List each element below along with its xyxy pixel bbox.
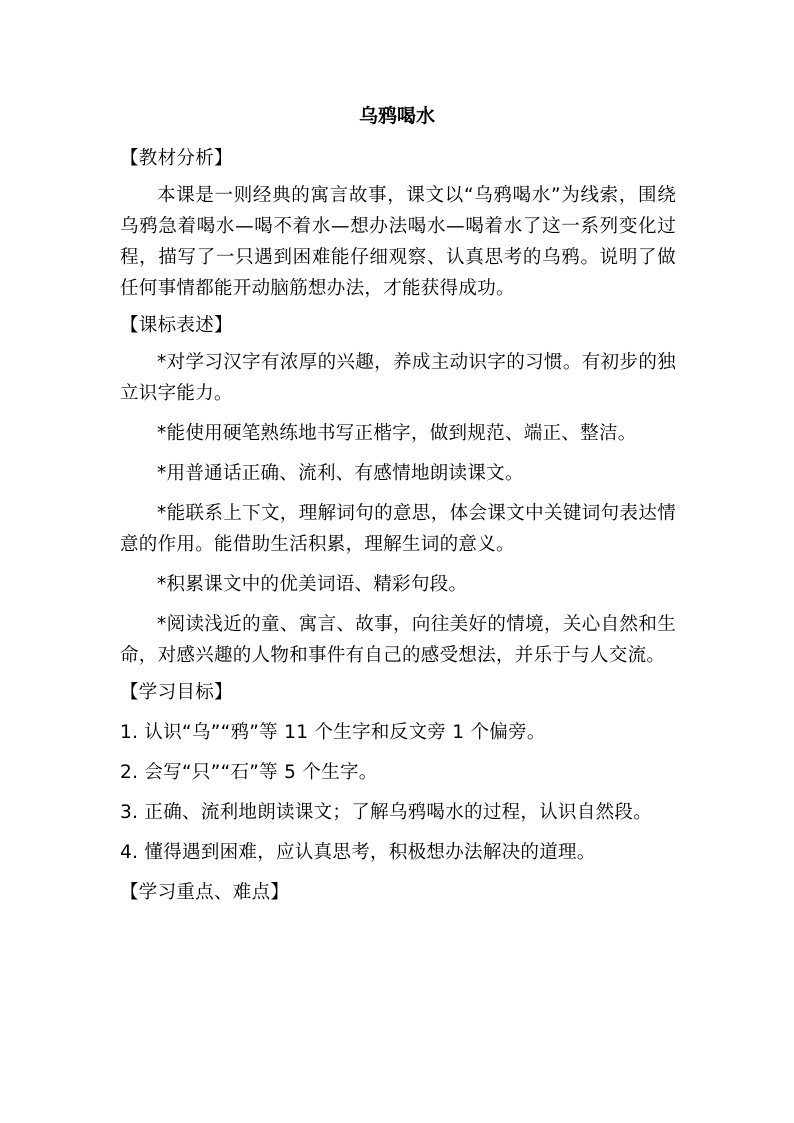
goal-item: 4. 懂得遇到困难，应认真思考，积极想办法解决的道理。 bbox=[120, 842, 596, 863]
standards-item: *用普通话正确、流利、有感情地朗读课文。 bbox=[157, 463, 524, 484]
standards-item: *积累课文中的优美词语、精彩句段。 bbox=[157, 574, 468, 595]
goal-item: 3. 正确、流利地朗读课文；了解乌鸦喝水的过程，认识自然段。 bbox=[120, 802, 653, 823]
document-title: 乌鸦喝水 bbox=[358, 105, 435, 127]
section-heading-goals: 【学习目标】 bbox=[120, 682, 233, 703]
standards-item: *能联系上下文，理解词句的意思，体会课文中关键词句表达情意的作用。能借助生活积累，理解生词的意义。 bbox=[120, 503, 676, 555]
section-heading-keypoints: 【学习重点、难点】 bbox=[120, 882, 290, 903]
document-body bbox=[120, 143, 676, 908]
analysis-paragraph: 本课是一则经典的寓言故事，课文以“乌鸦喝水”为线索，围绕乌鸦急着喝水—喝不着水—想办法喝水—喝着水了这一系列变化过程，描写了一只遇到困难能仔细观察、认真思考的乌鸦。说明了做任何事情都能开动脑筋想办法，才能获得成功。 bbox=[120, 185, 676, 299]
goal-item: 1. 认识“乌”“鸦”等 11 个生字和反文旁 1 个偏旁。 bbox=[120, 722, 546, 743]
standards-item: *能使用硬笔熟练地书写正楷字，做到规范、端正、整洁。 bbox=[157, 423, 637, 444]
goal-item: 2. 会写“只”“石”等 5 个生字。 bbox=[120, 762, 378, 783]
section-heading-standards: 【课标表述】 bbox=[120, 315, 233, 336]
standards-item: *阅读浅近的童、寓言、故事，向往美好的情境，关心自然和生命，对感兴趣的人物和事件有自己的感受想法，并乐于与人交流。 bbox=[120, 614, 676, 666]
section-heading-analysis: 【教材分析】 bbox=[120, 148, 233, 169]
standards-item: *对学习汉字有浓厚的兴趣，养成主动识字的习惯。有初步的独立识字能力。 bbox=[120, 352, 676, 404]
